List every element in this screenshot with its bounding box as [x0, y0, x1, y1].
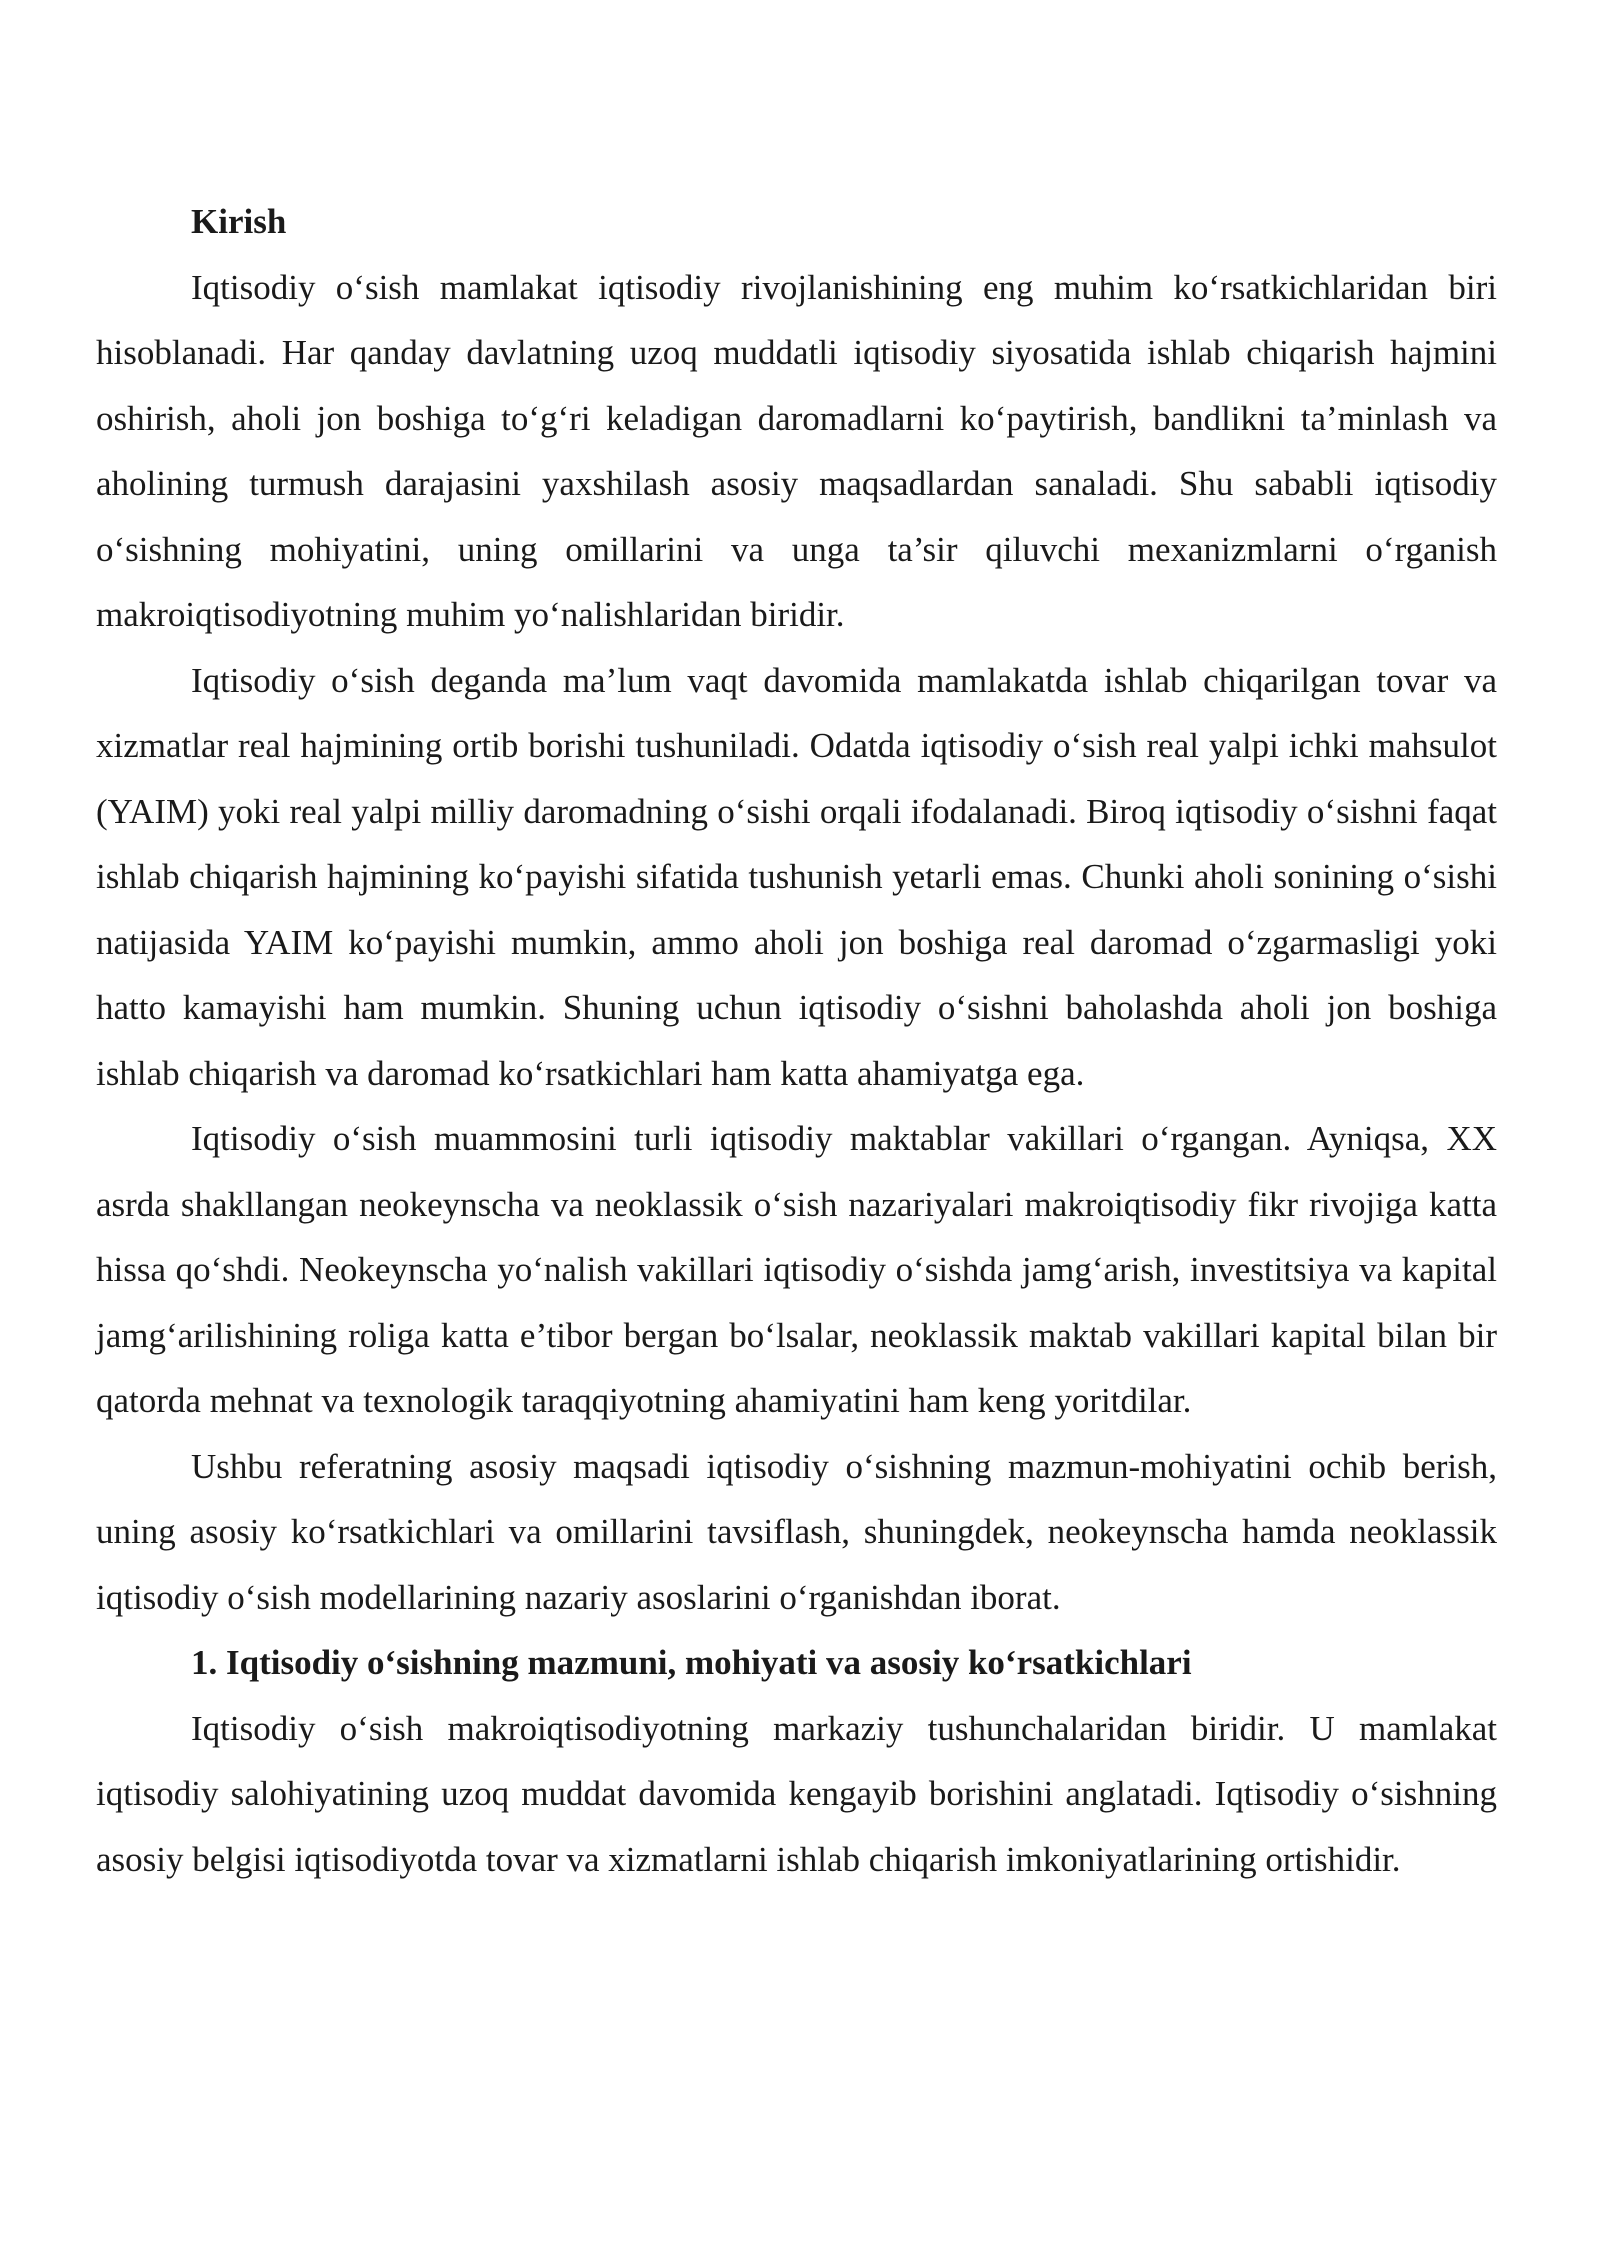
intro-paragraph-4: Ushbu referatning asosiy maqsadi iqtisodiy o‘sishning mazmun-mohiyatini ochib berish, uning asosiy ko‘rsatkichlari va omillarini tavsiflash, shuningdek, neokeynscha hamda neoklassik iqtisodiy o‘sish modellarining nazariy asoslarini o‘rganishdan iborat.: [96, 1446, 1497, 1617]
section-1-paragraph-1: Iqtisodiy o‘sish makroiqtisodiyotning markaziy tushunchalaridan biridir. U mamlakat iqtisodiy salohiyatining uzoq muddat davomida kengayib borishini anglatadi. Iqtisodiy o‘sishning asosiy belgisi iqtisodiyotda tovar va xizmatlarni ishlab chiqarish imkoniyatlarining ortishidir.: [96, 1708, 1497, 1879]
intro-paragraph-2: Iqtisodiy o‘sish deganda ma’lum vaqt davomida mamlakatda ishlab chiqarilgan tovar va xizmatlar real hajmining ortib borishi tushuniladi. Odatda iqtisodiy o‘sish real yalpi ichki mahsulot (YAIM) yoki real yalpi milliy daromadning o‘sishi orqali ifodalanadi. Biroq iqtisodiy o‘sishni faqat ishlab chiqarish hajmining ko‘payishi sifatida tushunish yetarli emas. Chunki aholi sonining o‘sishi natijasida YAIM ko‘payishi mumkin, ammo aholi jon boshiga real daromad o‘zgarmasligi yoki hatto kamayishi ham mumkin. Shuning uchun iqtisodiy o‘sishni baholashda aholi jon boshiga ishlab chiqarish va daromad ko‘rsatkichlari ham katta ahamiyatga ega.: [96, 660, 1497, 1093]
intro-paragraph-3: Iqtisodiy o‘sish muammosini turli iqtisodiy maktablar vakillari o‘rgangan. Ayniqsa, XX asrda shakllangan neokeynscha va neoklassik o‘sish nazariyalari makroiqtisodiy fikr rivojiga katta hissa qo‘shdi. Neokeynscha yo‘nalish vakillari iqtisodiy o‘sishda jamg‘arish, investitsiya va kapital jamg‘arilishining roliga katta e’tibor bergan bo‘lsalar, neoklassik maktab vakillari kapital bilan bir qatorda mehnat va texnologik taraqqiyotning ahamiyatini ham keng yoritdilar.: [96, 1119, 1497, 1420]
intro-heading: Kirish: [191, 202, 287, 241]
intro-paragraph-1: Iqtisodiy o‘sish mamlakat iqtisodiy rivojlanishining eng muhim ko‘rsatkichlaridan biri hisoblanadi. Har qanday davlatning uzoq muddatli iqtisodiy siyosatida ishlab chiqarish hajmini oshirish, aholi jon boshiga to‘g‘ri keladigan daromadlarni ko‘paytirish, bandlikni ta’minlash va aholining turmush darajasini yaxshilash asosiy maqsadlardan sanaladi. Shu sababli iqtisodiy o‘sishning mohiyatini, uning omillarini va unga ta’sir qiluvchi mexanizmlarni o‘rganish makroiqtisodiyotning muhim yo‘nalishlaridan biridir.: [96, 267, 1497, 634]
section-1-heading: 1. Iqtisodiy o‘sishning mazmuni, mohiyati va asosiy ko‘rsatkichlari: [191, 1643, 1192, 1682]
document-body: [96, 189, 1497, 1892]
